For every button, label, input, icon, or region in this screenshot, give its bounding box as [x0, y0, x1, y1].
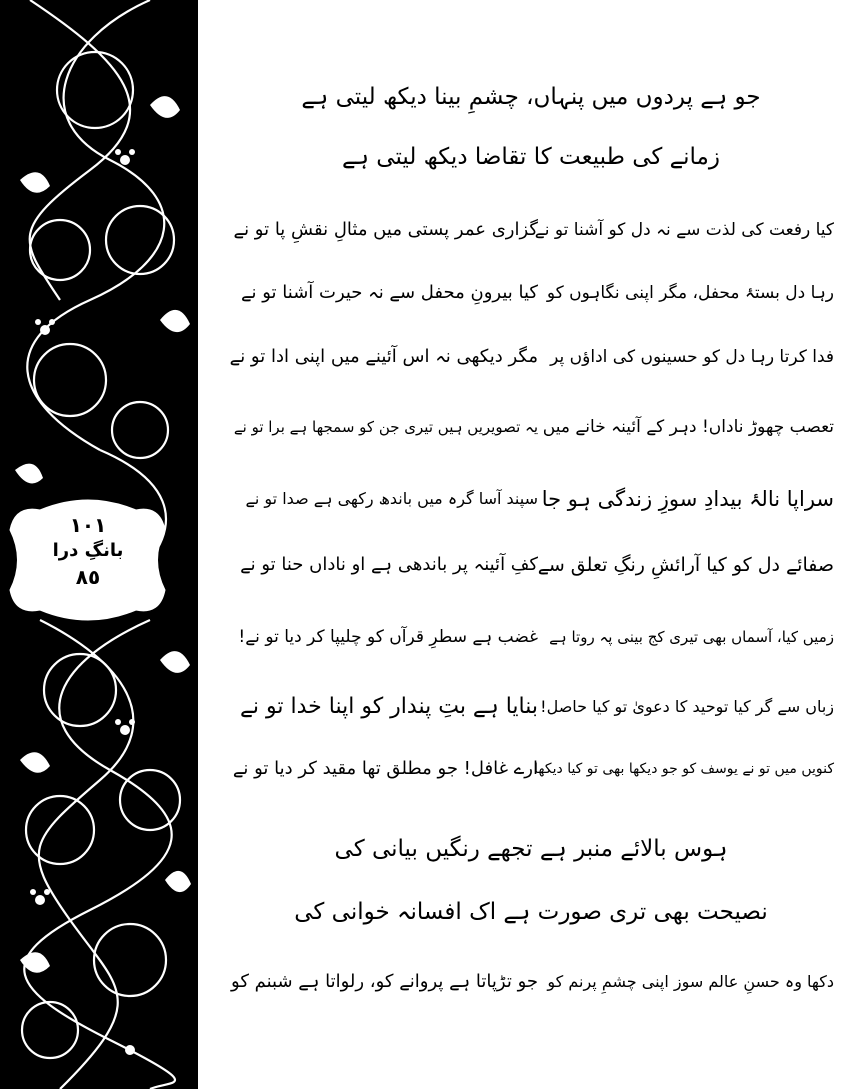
badge-top-number: ١٠١	[69, 513, 107, 537]
couplet-2-right: رہا دل بستۂ محفل، مگر اپنی نگاہوں کو	[546, 283, 834, 303]
final-couplet-right: دکھا وہ حسنِ عالم سوز اپنی چشمِ پرنم کو	[547, 972, 834, 991]
closing-line-1: ہوس بالائے منبر ہے تجھے رنگیں بیانی کی	[334, 836, 728, 862]
final-couplet-left: جو تڑپاتا ہے پروانے کو، رلواتا ہے شبنم کو	[231, 971, 538, 992]
closing-line-2: نصیحت بھی تری صورت ہے اک افسانہ خوانی کی	[294, 899, 768, 925]
couplet-9-left: ارے غافل! جو مطلق تھا مقید کر دیا تو نے	[232, 758, 538, 779]
couplet-8-right: زباں سے گر کیا توحید کا دعویٰ تو کیا حاصل!	[540, 697, 834, 716]
badge-bottom-number: ٨٥	[75, 565, 101, 589]
couplet-1-left: گزاری عمر پستی میں مثالِ نقشِ پا تو نے	[233, 219, 538, 240]
couplet-7-right: زمیں کیا، آسماں بھی تیری کج بینی پہ روتا ہے	[549, 628, 834, 646]
couplet-2-left: کیا بیرونِ محفل سے نہ حیرت آشنا تو نے	[240, 282, 538, 303]
couplet-6-left: کفِ آئینہ پر باندھی ہے او ناداں حنا تو نے	[240, 554, 538, 575]
couplet-5-right: سراپا نالۂ بیدادِ سوزِ زندگی ہو جا	[541, 487, 834, 511]
couplet-5-left: سپند آسا گرہ میں باندھ رکھی ہے صدا تو نے	[245, 489, 538, 508]
couplet-4-left: یہ تصویریں ہیں تیری جن کو سمجھا ہے برا تو نے	[233, 418, 538, 436]
heading-line-2: زمانے کی طبیعت کا تقاضا دیکھ لیتی ہے	[342, 144, 720, 170]
couplet-1-right: کیا رفعت کی لذت سے نہ دل کو آشنا تو نے	[534, 220, 834, 240]
couplet-4-right: تعصب چھوڑ ناداں! دہر کے آئینہ خانے میں	[542, 417, 834, 437]
couplet-8-left: بنایا ہے بتِ پندار کو اپنا خدا تو نے	[240, 694, 538, 719]
badge-title: بانگِ درا	[52, 540, 124, 561]
couplet-9-right: کنویں میں تو نے یوسف کو جو دیکھا بھی تو کیا دیکھا	[534, 761, 834, 777]
poem-page	[198, 0, 864, 1089]
couplet-3-left: مگر دیکھی نہ اس آئینے میں اپنی ادا تو نے	[229, 346, 538, 367]
couplet-6-right: صفائے دل کو کیا آرائشِ رنگِ تعلق سے	[537, 554, 834, 576]
couplet-3-right: فدا کرتا رہا دل کو حسینوں کی اداؤں پر	[550, 347, 834, 367]
couplet-7-left: غضب ہے سطرِ قرآں کو چلیپا کر دیا تو نے!	[238, 627, 538, 647]
heading-line-1: جو ہے پردوں میں پنہاں، چشمِ بینا دیکھ لیتی ہے	[301, 84, 761, 110]
book-badge	[8, 505, 168, 615]
